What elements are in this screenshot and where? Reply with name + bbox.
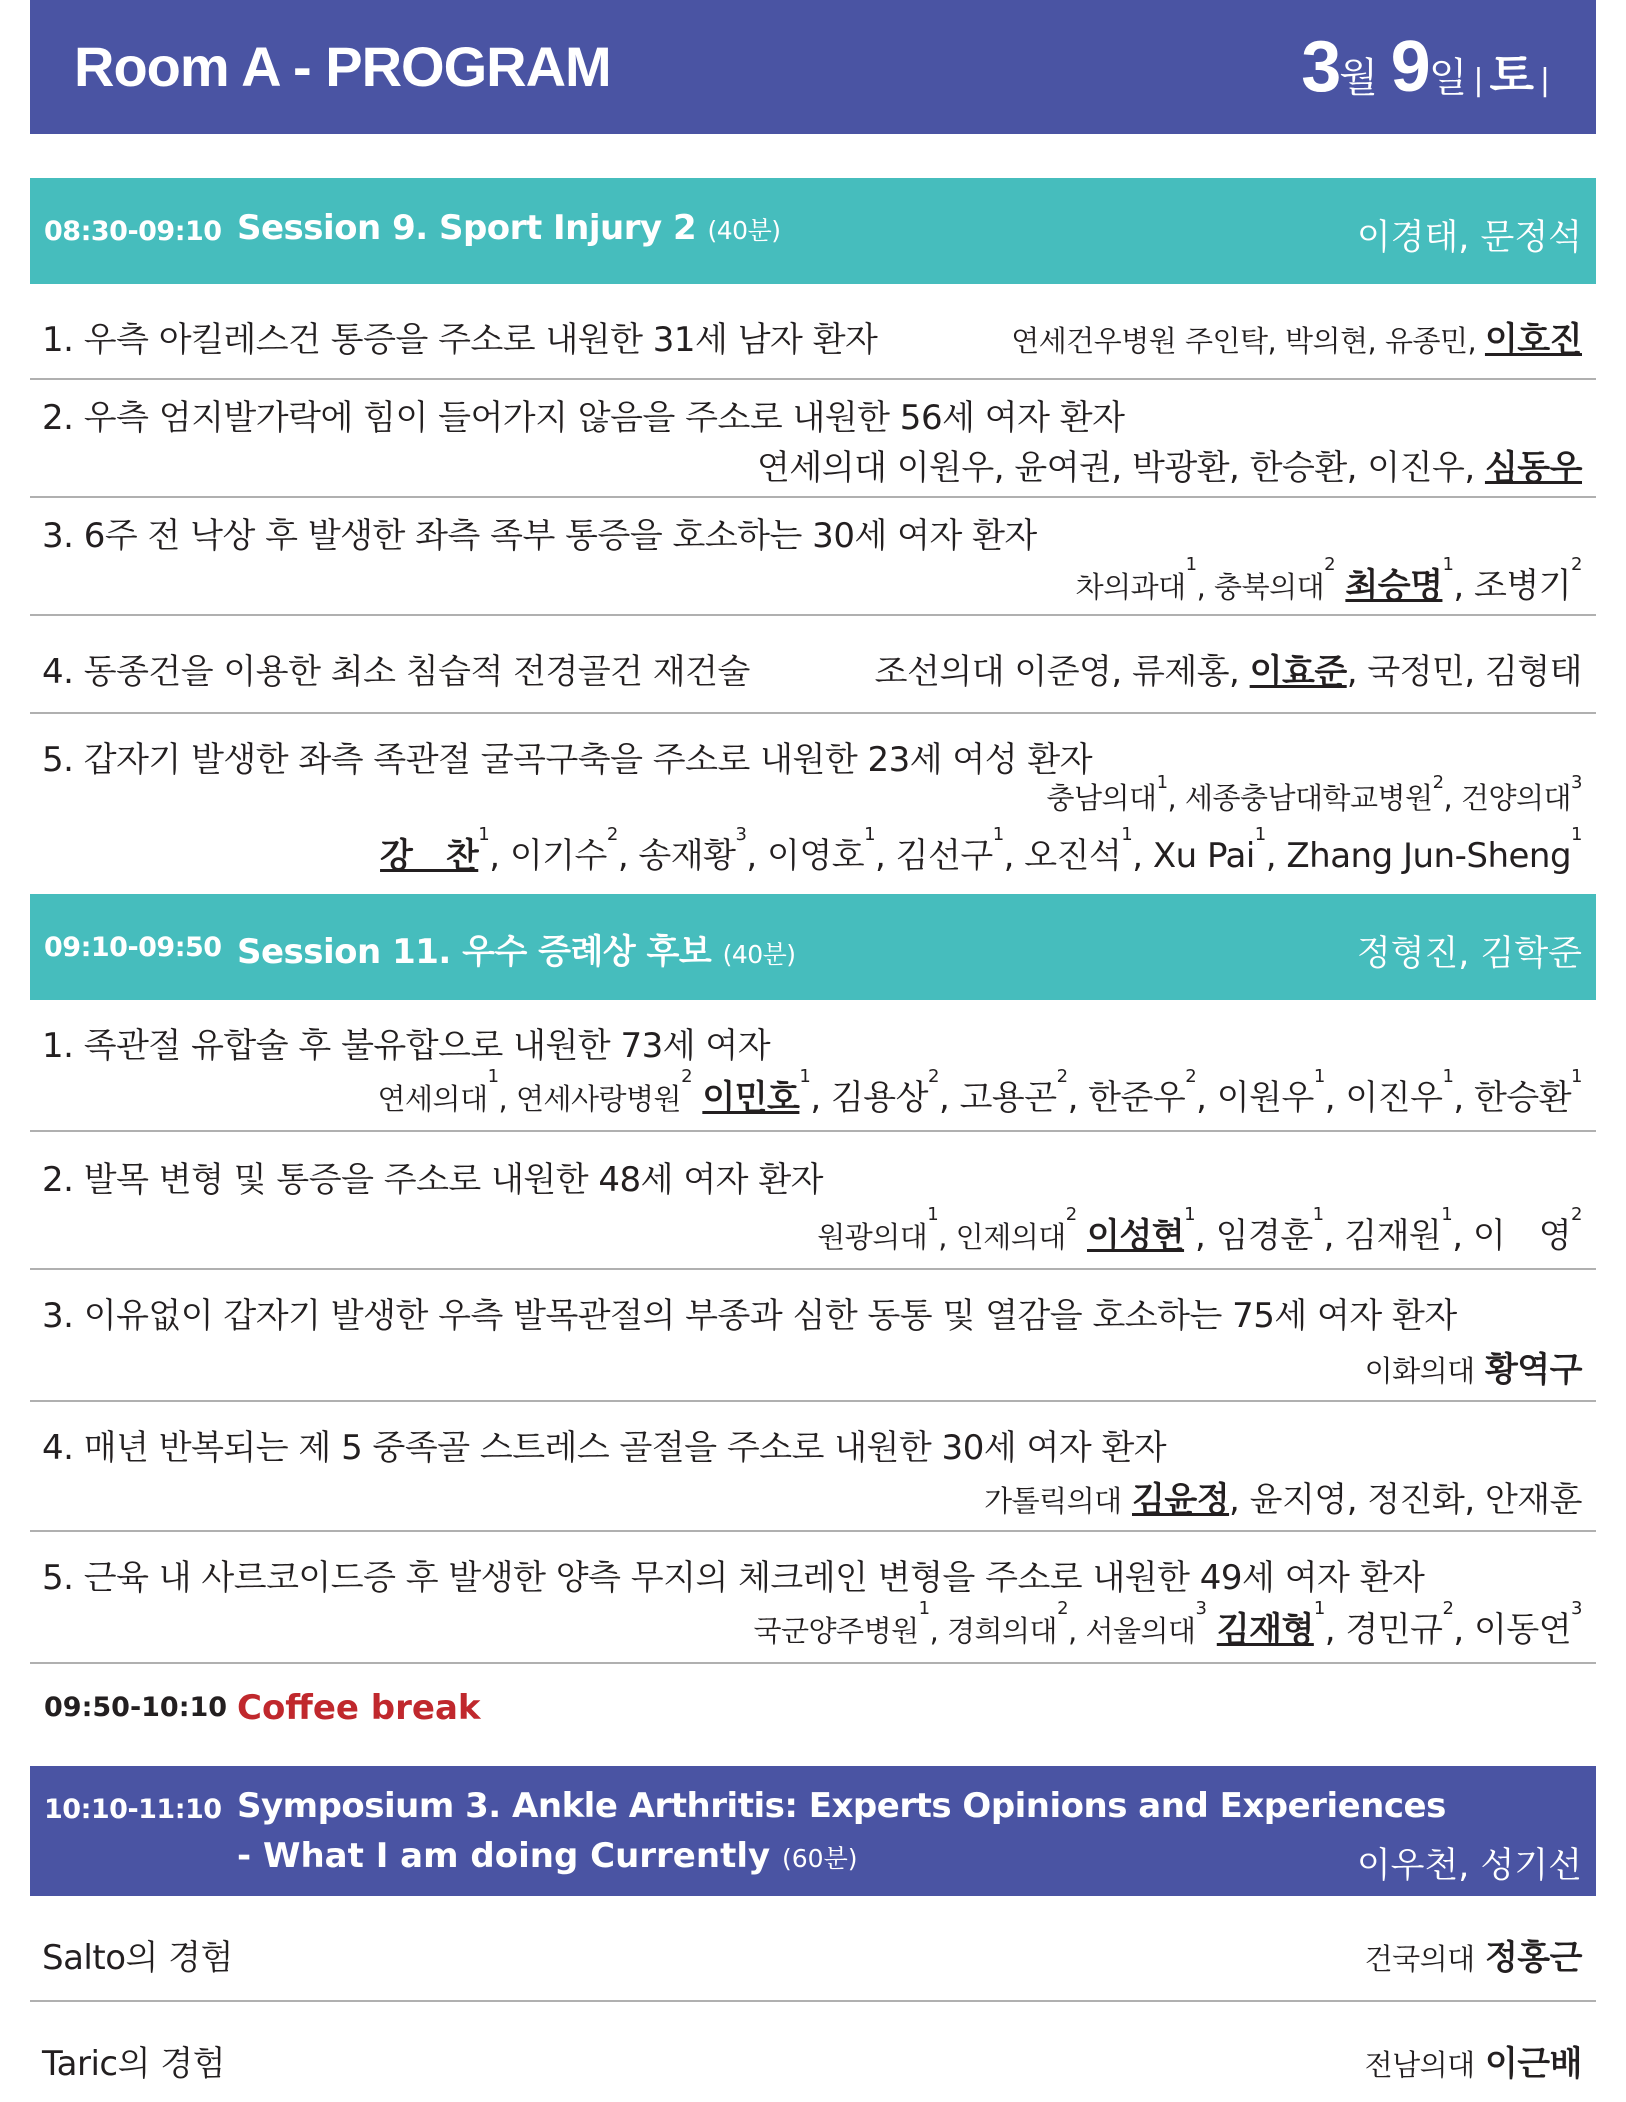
institution: 원광의대: [817, 1220, 928, 1254]
item-authors: [1365, 1930, 1582, 1979]
session-time: 08:30-09:10: [44, 216, 222, 247]
item-title: 2. 우측 엄지발가락에 힘이 들어가지 않음을 주소로 내원한 56세 여자 환자: [42, 398, 1125, 438]
authors-text: , 한승환: [1453, 1078, 1572, 1118]
authors-text: , 한준우: [1067, 1078, 1186, 1118]
item-title: 1. 우측 아킬레스건 통증을 주소로 내원한 31세 남자 환자: [42, 320, 878, 360]
affiliation-mark: 1: [927, 1204, 939, 1225]
affiliation-mark: 1: [1156, 772, 1168, 793]
institution: 건국의대: [1364, 1942, 1475, 1976]
authors-text: , 김용상: [810, 1078, 928, 1118]
affiliation-mark: 1: [1312, 1204, 1324, 1225]
authors-text: , 이영호: [746, 836, 865, 876]
page-header: [30, 0, 1596, 134]
item-authors: [753, 1598, 1582, 1651]
item-authors: [817, 1204, 1582, 1257]
session-duration: (40분): [722, 940, 796, 969]
session-duration: (60분): [782, 1844, 858, 1873]
institution: 이화의대: [1364, 1354, 1475, 1388]
authors-text: , 경민규: [1324, 1610, 1443, 1650]
authors-text: , 이기수: [489, 836, 607, 876]
affiliation-mark: 3: [735, 824, 747, 845]
authors-text: , 송재황: [617, 836, 736, 876]
session-duration: (40분): [707, 216, 781, 245]
affiliation-mark: 2: [928, 1066, 939, 1087]
affiliation-mark: 1: [1185, 554, 1197, 575]
item-title: 5. 근육 내 사르코이드증 후 발생한 양측 무지의 체크레인 변형을 주소로 내원한 49세 여자 환자: [42, 1558, 1425, 1598]
authors-text: , 이 영: [1452, 1216, 1572, 1256]
affiliation-mark: 1: [1121, 824, 1133, 845]
date-weekday: 토: [1489, 48, 1534, 102]
presenter: 심동우: [1484, 448, 1582, 488]
item-authors: [377, 1066, 1582, 1119]
affiliation-mark: 3: [1195, 1598, 1207, 1619]
list-item: [30, 380, 1596, 498]
institution: 전남의대: [1364, 2048, 1475, 2082]
affiliation-mark: 1: [1442, 554, 1454, 575]
session-title: [237, 208, 780, 248]
presenter: 이성현: [1087, 1216, 1185, 1256]
session-11-bar: [30, 894, 1596, 1000]
authors-text: , 윤지영, 정진화, 안재훈: [1229, 1480, 1582, 1520]
authors-text: , 조병기: [1453, 566, 1572, 606]
affiliation-mark: 1: [1441, 1204, 1453, 1225]
presenter: 황역구: [1484, 1350, 1582, 1390]
presenter: 강 찬: [380, 836, 479, 876]
item-title: Salto의 경험: [42, 1938, 233, 1978]
affiliation-mark: 2: [1056, 1066, 1068, 1087]
affiliation-mark: 1: [918, 1598, 930, 1619]
item-authors: [984, 1472, 1582, 1521]
institution: 연세의대: [377, 1082, 488, 1116]
item-title: Taric의 경험: [42, 2044, 225, 2084]
affiliation-mark: 1: [1254, 824, 1266, 845]
institution: , 건양의대: [1443, 781, 1572, 815]
item-title: 3. 이유없이 갑자기 발생한 우측 발목관절의 부종과 심한 동통 및 열감을 호소하는 75세 여자 환자: [42, 1296, 1457, 1336]
session-title: Symposium 3. Ankle Arthritis: Experts Opinions and Experiences: [237, 1786, 1446, 1826]
affiliation-mark: 1: [1313, 1598, 1325, 1619]
institution: , 서울의대: [1068, 1614, 1196, 1648]
authors-text: , 임경훈: [1195, 1216, 1313, 1256]
affiliation-mark: 1: [1571, 1066, 1582, 1087]
affiliation-mark: 1: [487, 1066, 499, 1087]
list-item: [30, 1270, 1596, 1402]
authors-text: , 이진우: [1324, 1078, 1443, 1118]
item-institutions: [1046, 772, 1583, 817]
item-authors: [875, 644, 1582, 693]
presenter: 이효준: [1249, 652, 1347, 692]
item-authors: [1365, 2036, 1582, 2085]
presenter: 정홍근: [1484, 1938, 1582, 1978]
institution: , 세종충남대학교병원: [1167, 781, 1433, 815]
session-title-text: Session 9. Sport Injury 2: [237, 208, 697, 248]
presenter: 이호진: [1484, 320, 1582, 360]
affiliation-mark: 1: [1313, 1066, 1325, 1087]
affiliation-mark: 1: [992, 824, 1004, 845]
affiliation-mark: 2: [1571, 1204, 1582, 1225]
list-item: [30, 616, 1596, 714]
item-title: 4. 동종건을 이용한 최소 침습적 전경골건 재건술: [42, 652, 750, 692]
list-item: [30, 2002, 1596, 2102]
item-title: 3. 6주 전 낙상 후 발생한 좌측 족부 통증을 호소하는 30세 여자 환자: [42, 516, 1037, 556]
session-time: 09:10-09:50: [44, 932, 222, 963]
affiliation-mark: 2: [606, 824, 618, 845]
affiliation-mark: 2: [1571, 554, 1582, 575]
authors-text: 연세건우병원 주인탁, 박의현, 유종민,: [1011, 324, 1485, 358]
list-item: [30, 498, 1596, 616]
list-item: [30, 1402, 1596, 1532]
institution: 국군양주병원: [753, 1614, 919, 1648]
presenter: 최승명: [1345, 566, 1443, 606]
list-item: [30, 1132, 1596, 1270]
authors-text: , Zhang Jun-Sheng: [1265, 836, 1572, 876]
authors-text: , Xu Pai: [1132, 836, 1255, 876]
presenter: 이근배: [1484, 2044, 1582, 2084]
item-authors: [1075, 554, 1582, 607]
institution: , 연세사랑병원: [498, 1082, 682, 1116]
date-day: 9: [1390, 27, 1429, 107]
session-chairs: 정형진, 김학준: [1356, 934, 1582, 974]
item-authors: [757, 440, 1582, 489]
affiliation-mark: 2: [1057, 1598, 1069, 1619]
coffee-time: 09:50-10:10: [44, 1692, 228, 1723]
affiliation-mark: 1: [864, 824, 876, 845]
divider: |: [1539, 62, 1550, 98]
presenter: 김윤정: [1132, 1480, 1230, 1520]
session-chairs: 이우천, 성기선: [1356, 1846, 1582, 1886]
session-title: [237, 924, 796, 973]
authors-text: , 이원우: [1196, 1078, 1314, 1118]
list-item: [30, 1896, 1596, 2002]
list-item: [30, 1000, 1596, 1132]
affiliation-mark: 2: [1324, 554, 1336, 575]
date-label: [1301, 26, 1556, 108]
institution: 차의과대: [1075, 570, 1186, 604]
item-title: 5. 갑자기 발생한 좌측 족관절 굴곡구축을 주소로 내원한 23세 여성 환자: [42, 740, 1093, 780]
authors-text: , 오진석: [1003, 836, 1122, 876]
institution: , 인제의대: [938, 1220, 1066, 1254]
item-title: 1. 족관절 유합술 후 불유합으로 내원한 73세 여자: [42, 1026, 771, 1066]
presenter: 김재형: [1216, 1610, 1314, 1650]
list-item: [30, 714, 1596, 894]
affiliation-mark: 1: [1571, 824, 1582, 845]
session-title-text: Session 11. 우수 증례상 후보: [237, 932, 712, 972]
institution: 충남의대: [1046, 781, 1157, 815]
affiliation-mark: 3: [1571, 772, 1582, 793]
affiliation-mark: 2: [681, 1066, 693, 1087]
symposium-bar: [30, 1766, 1596, 1896]
affiliation-mark: 3: [1571, 1598, 1582, 1619]
coffee-break-label: Coffee break: [237, 1688, 481, 1728]
session-9-bar: [30, 178, 1596, 284]
authors-text: 연세의대 이원우, 윤여권, 박광환, 한승환, 이진우,: [757, 448, 1485, 488]
institution: 가톨릭의대: [984, 1484, 1122, 1518]
affiliation-mark: 1: [478, 824, 490, 845]
authors-text: , 이동연: [1453, 1610, 1572, 1650]
authors-text: , 김재원: [1323, 1216, 1442, 1256]
authors-text: 조선의대 이준영, 류제홍,: [874, 652, 1250, 692]
page-title: Room A - PROGRAM: [74, 35, 611, 98]
item-authors: [380, 824, 1582, 877]
session-subtitle: [237, 1836, 857, 1876]
session-time: 10:10-11:10: [44, 1794, 222, 1825]
presenter: 이민호: [702, 1078, 800, 1118]
date-month-unit: 월: [1339, 55, 1378, 101]
item-authors: [1365, 1342, 1582, 1391]
session-subtitle-text: - What I am doing Currently: [237, 1836, 771, 1876]
affiliation-mark: 2: [1185, 1066, 1197, 1087]
affiliation-mark: 1: [1184, 1204, 1196, 1225]
affiliation-mark: 2: [1432, 772, 1444, 793]
list-item: [30, 284, 1596, 380]
affiliation-mark: 2: [1065, 1204, 1077, 1225]
divider: [30, 1662, 1596, 1664]
affiliation-mark: 1: [799, 1066, 811, 1087]
list-item: [30, 1532, 1596, 1664]
divider: |: [1473, 62, 1484, 98]
affiliation-mark: 2: [1442, 1598, 1454, 1619]
authors-text: , 김선구: [875, 836, 993, 876]
affiliation-mark: 1: [1442, 1066, 1454, 1087]
institution: , 경희의대: [929, 1614, 1058, 1648]
date-day-unit: 일: [1428, 55, 1468, 101]
institution: , 충북의대: [1196, 570, 1325, 604]
authors-text: , 고용곤: [938, 1078, 1057, 1118]
session-chairs: 이경태, 문정석: [1356, 218, 1582, 258]
date-month: 3: [1301, 27, 1340, 107]
item-authors: [1011, 312, 1582, 361]
authors-text: , 국정민, 김형태: [1346, 652, 1582, 692]
item-title: 4. 매년 반복되는 제 5 중족골 스트레스 골절을 주소로 내원한 30세 여자 환자: [42, 1428, 1167, 1468]
item-title: 2. 발목 변형 및 통증을 주소로 내원한 48세 여자 환자: [42, 1160, 824, 1200]
